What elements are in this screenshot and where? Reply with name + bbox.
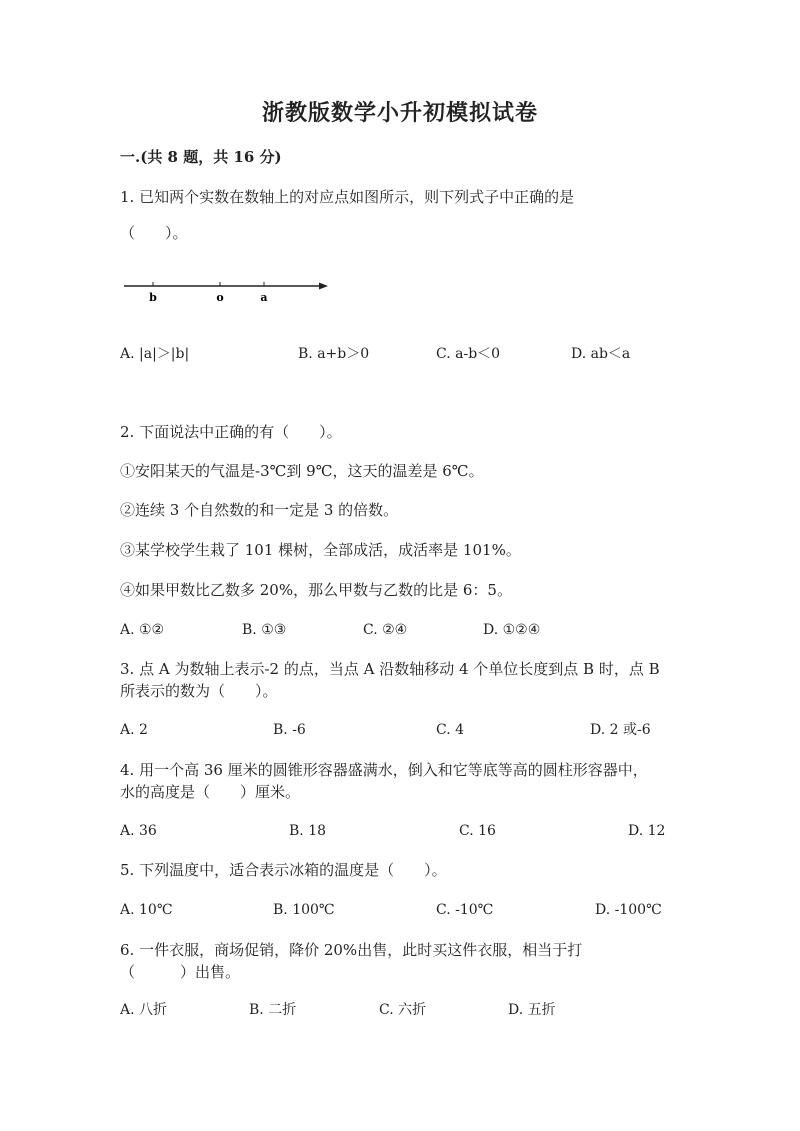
q5-option-c[interactable]: C. -10℃ (436, 902, 494, 918)
q3-option-d[interactable]: D. 2 或-6 (590, 722, 651, 738)
q2-statement-1: ①安阳某天的气温是-3℃到 9℃，这天的温差是 6℃。 (120, 462, 484, 480)
q2-option-d[interactable]: D. ①②④ (483, 622, 541, 638)
q3-option-a[interactable]: A. 2 (120, 722, 148, 738)
number-line-figure (122, 276, 337, 306)
q4-option-b[interactable]: B. 18 (289, 823, 327, 839)
q2-option-a[interactable]: A. ①② (120, 622, 165, 638)
q5-option-d[interactable]: D. -100℃ (595, 902, 662, 918)
q3-stem-line-1: 3. 点 A 为数轴上表示-2 的点，当点 A 沿数轴移动 4 个单位长度到点 B 时，点 B (120, 660, 660, 678)
q5-option-b[interactable]: B. 100℃ (273, 902, 335, 918)
q6-option-b[interactable]: B. 二折 (249, 1002, 297, 1018)
q1-option-b[interactable]: B. a+b＞0 (298, 346, 370, 362)
number-line-arrow (319, 283, 328, 290)
q1-option-a[interactable]: A. |a|＞|b| (120, 346, 190, 362)
q2-stem-line-1: 2. 下面说法中正确的有（ ）。 (120, 423, 342, 441)
q4-stem-line-2: 水的高度是（ ）厘米。 (120, 783, 301, 801)
q2-statement-3: ③某学校学生栽了 101 棵树，全部成活，成活率是 101%。 (120, 541, 521, 559)
q2-statement-2: ②连续 3 个自然数的和一定是 3 的倍数。 (120, 501, 399, 519)
q6-stem-line-2: （ ）出售。 (120, 963, 241, 981)
section-header: 一.(共 8 题，共 16 分) (120, 148, 282, 166)
label-o: o (216, 291, 224, 304)
number-line-svg (122, 276, 337, 306)
q1-stem-line-2: （ ）。 (120, 224, 188, 242)
q3-stem-line-2: 所表示的数为（ ）。 (120, 682, 278, 700)
q4-option-d[interactable]: D. 12 (628, 823, 666, 839)
q3-option-b[interactable]: B. -6 (273, 722, 306, 738)
exam-title: 浙教版数学小升初模拟试卷 (261, 100, 538, 126)
q3-option-c[interactable]: C. 4 (436, 722, 465, 738)
q1-option-d[interactable]: D. ab＜a (571, 346, 631, 362)
q4-option-a[interactable]: A. 36 (120, 823, 157, 839)
q2-option-c[interactable]: C. ②④ (363, 622, 408, 638)
q2-statement-4: ④如果甲数比乙数多 20%，那么甲数与乙数的比是 6：5。 (120, 581, 512, 599)
q1-option-c[interactable]: C. a-b＜0 (436, 346, 501, 362)
q6-option-d[interactable]: D. 五折 (508, 1002, 556, 1018)
label-b: b (149, 291, 157, 304)
q4-option-c[interactable]: C. 16 (459, 823, 496, 839)
q2-option-b[interactable]: B. ①③ (242, 622, 287, 638)
q5-stem-line-1: 5. 下列温度中，适合表示冰箱的温度是（ ）。 (120, 861, 447, 879)
label-a: a (260, 291, 268, 304)
q6-option-c[interactable]: C. 六折 (379, 1002, 427, 1018)
q6-stem-line-1: 6. 一件衣服，商场促销，降价 20%出售，此时买这件衣服，相当于打 (120, 941, 583, 959)
q1-stem-line-1: 1. 已知两个实数在数轴上的对应点如图所示，则下列式子中正确的是 (120, 188, 575, 206)
q6-option-a[interactable]: A. 八折 (120, 1002, 168, 1018)
q4-stem-line-1: 4. 用一个高 36 厘米的圆锥形容器盛满水，倒入和它等底等高的圆柱形容器中， (120, 761, 648, 779)
q5-option-a[interactable]: A. 10℃ (120, 902, 173, 918)
